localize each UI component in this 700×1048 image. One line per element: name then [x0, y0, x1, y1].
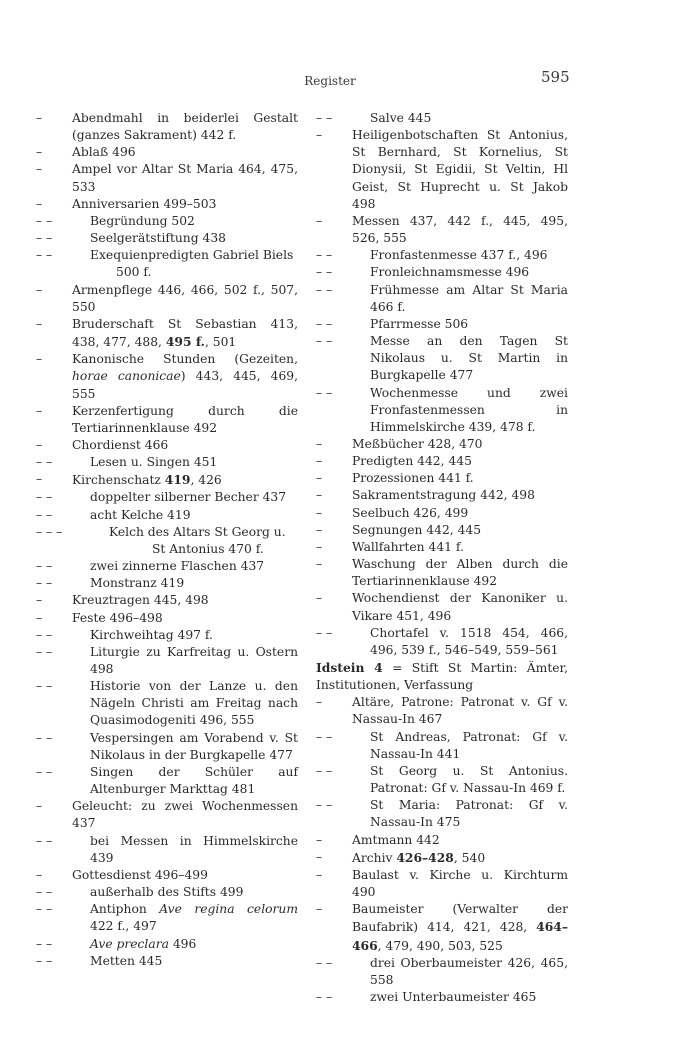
index-entry — [316, 247, 568, 264]
entry-text: Kerzenfertigung durch die Tertiarinnenklause 492 — [72, 403, 298, 435]
index-entry — [36, 144, 298, 161]
entry-text: Seelgerätstiftung 438 — [90, 231, 226, 246]
entry-continuation: St Antonius 470 f. — [152, 541, 264, 556]
entry-text: Pfarrmesse 506 — [370, 316, 469, 331]
index-entry — [36, 403, 298, 437]
index-entry — [36, 884, 298, 901]
entry-text: Begründung 502 — [90, 213, 195, 228]
index-entry — [316, 901, 568, 954]
index-entry — [36, 936, 298, 953]
entry-dash: – – — [316, 625, 333, 640]
entry-text: Salve 445 — [370, 111, 432, 125]
entry-text: Exequienpredigten Gabriel Biels — [90, 248, 294, 263]
entry-dash: – – — [36, 627, 53, 642]
entry-dash: – — [36, 162, 43, 177]
entry-text: Meßbücher 428, 470 — [352, 436, 483, 451]
entry-text: Seelbuch 426, 499 — [352, 505, 469, 520]
entry-text: Monstranz 419 — [90, 576, 185, 591]
index-entry — [316, 989, 568, 1006]
index-entry — [36, 489, 298, 506]
entry-text: Geleucht: zu zwei Wochenmessen 437 — [72, 799, 298, 831]
entry-text: , 540 — [453, 850, 486, 865]
entry-text: Waschung der Alben durch die Tertiarinnenklause 492 — [352, 557, 568, 589]
entry-text: Armenpflege 446, 466, 502 f., 507, 550 — [72, 282, 298, 314]
entry-text: ) 443, 445, 469, 555 — [72, 369, 298, 401]
entry-text: Heiligenbotschaften St Antonius, St Bernhard, St Kornelius, St Dionysii, St Egidii, St Veltin, Hl Geist, St Huprecht u. St Jakob 498 — [352, 128, 568, 211]
entry-dash: – — [36, 316, 43, 331]
entry-text: Fronleichnamsmesse 496 — [370, 265, 530, 280]
entry-dash: – – — [316, 729, 333, 744]
entry-dash: – – — [36, 953, 53, 968]
entry-text: Abendmahl in beiderlei Gestalt (ganzes Sakrament) 442 f. — [72, 111, 298, 143]
index-entry — [316, 316, 568, 333]
entry-dash: – — [36, 196, 43, 211]
index-entry — [36, 454, 298, 471]
entry-dash: – — [316, 454, 323, 469]
entry-text: Kreuztragen 445, 498 — [72, 593, 209, 608]
entry-text: Chordienst 466 — [72, 437, 169, 452]
entry-dash: – – – — [36, 524, 63, 539]
entry-dash: – – — [36, 231, 53, 246]
entry-dash: – – — [36, 455, 53, 470]
entry-text: = Stift St Martin: Ämter, Institutionen, Verfassung — [316, 661, 568, 693]
entry-dash: – – — [316, 763, 333, 778]
entry-text: Kirchweihtag 497 f. — [90, 627, 213, 642]
entry-text: St Andreas, Patronat: Gf v. Nassau-In 441 — [370, 729, 568, 761]
index-entry — [36, 196, 298, 213]
index-column-right — [316, 110, 568, 1006]
entry-text: Fronfastenmesse 437 f., 496 — [370, 248, 548, 263]
entry-text: Wallfahrten 441 f. — [352, 539, 464, 554]
index-entry — [316, 763, 568, 797]
entry-text: Gottesdienst 496–499 — [72, 867, 208, 882]
index-entry — [36, 316, 298, 351]
entry-text: Segnungen 442, 445 — [352, 522, 482, 537]
entry-text: Anniversarien 499–503 — [72, 196, 217, 211]
entry-dash: – – — [36, 764, 53, 779]
entry-dash: – – — [36, 936, 53, 951]
entry-text: Bruderschaft St Sebastian 413, 438, 477, 488, — [72, 316, 298, 350]
index-entry — [36, 507, 298, 524]
index-entry — [316, 955, 568, 989]
running-header: Register — [304, 74, 356, 88]
entry-dash: – – — [36, 248, 53, 263]
entry-dash: – — [36, 593, 43, 608]
entry-text: Liturgie zu Karfreitag u. Ostern 498 — [90, 644, 298, 676]
entry-text: Messe an den Tagen St Nikolaus u. St Martin in Burgkapelle 477 — [370, 334, 568, 383]
index-entry — [316, 127, 568, 213]
entry-dash: – — [316, 695, 323, 710]
entry-dash: – — [36, 145, 43, 160]
entry-continuation: 500 f. — [116, 265, 152, 280]
entry-dash: – — [36, 352, 43, 367]
entry-text: 496 — [168, 936, 197, 951]
entry-dash: – — [316, 902, 323, 917]
entry-dash: – — [316, 591, 323, 606]
entry-dash: – – — [36, 213, 53, 228]
entry-dash: – — [316, 557, 323, 572]
index-entry — [36, 230, 298, 247]
index-entry — [316, 539, 568, 556]
entry-text: Predigten 442, 445 — [352, 454, 472, 469]
index-entry — [316, 694, 568, 728]
entry-text: Historie von der Lanze u. den Nägeln Christi am Freitag nach Quasimodogeniti 496, 555 — [90, 679, 298, 728]
entry-dash: – — [36, 472, 43, 487]
entry-text: Amtmann 442 — [352, 832, 440, 847]
index-entry — [316, 385, 568, 436]
index-entry — [36, 798, 298, 832]
index-entry — [36, 524, 298, 558]
index-entry — [316, 659, 568, 694]
entry-text: Messen 437, 442 f., 445, 495, 526, 555 — [352, 213, 568, 246]
entry-dash: – – — [316, 989, 333, 1004]
entry-text: , 479, 490, 503, 525 — [377, 938, 503, 953]
entry-text: Wochendienst der Kanoniker u. Vikare 451, 496 — [352, 591, 568, 623]
entry-text: Baumeister (Verwalter der Baufabrik) 414, 421, 428, — [352, 902, 568, 935]
entry-dash: – – — [316, 265, 333, 280]
index-entry — [316, 264, 568, 281]
entry-dash: – — [316, 128, 323, 143]
index-entry — [316, 487, 568, 504]
entry-dash: – — [316, 539, 323, 554]
entry-text: 422 f., 497 — [90, 919, 157, 934]
index-entry — [36, 678, 298, 729]
entry-text: Vespersingen am Vorabend v. St Nikolaus in der Burgkapelle 477 — [90, 730, 298, 762]
entry-dash: – — [316, 867, 323, 882]
entry-text: doppelter silberner Becher 437 — [90, 490, 287, 505]
index-entry — [316, 729, 568, 763]
entry-text: Sakramentstragung 442, 498 — [352, 488, 535, 503]
entry-dash: – – — [36, 885, 53, 900]
index-entry — [316, 282, 568, 316]
index-entry — [316, 590, 568, 624]
entry-text: drei Oberbaumeister 426, 465, 558 — [370, 955, 568, 987]
entry-dash: – – — [36, 576, 53, 591]
entry-dash: – – — [36, 490, 53, 505]
entry-dash: – — [316, 471, 323, 486]
entry-dash: – – — [36, 507, 53, 522]
entry-text: St Georg u. St Antonius. Patronat: Gf v. Nassau-In 469 f. — [370, 763, 568, 796]
index-entry — [316, 625, 568, 659]
entry-italic-text: horae canonicae — [72, 369, 181, 384]
entry-text: Frühmesse am Altar St Maria 466 f. — [370, 282, 568, 314]
index-entry — [316, 867, 568, 901]
entry-text: , 501 — [204, 335, 237, 350]
index-entry — [36, 627, 298, 644]
entry-dash: – — [316, 849, 323, 864]
index-entry — [36, 437, 298, 454]
entry-dash: – – — [316, 248, 333, 263]
index-entry — [316, 832, 568, 849]
entry-text: Metten 445 — [90, 953, 163, 968]
entry-text: zwei Unterbaumeister 465 — [370, 989, 537, 1004]
entry-dash: – – — [316, 798, 333, 813]
entry-dash: – – — [36, 559, 53, 574]
index-column-left — [36, 110, 298, 970]
entry-text: St Maria: Patronat: Gf v. Nassau-In 475 — [370, 798, 568, 830]
entry-dash: – – — [36, 644, 53, 659]
entry-dash: – – — [36, 833, 53, 848]
entry-main-reference: 495 f. — [165, 334, 205, 350]
entry-dash: – — [36, 610, 43, 625]
entry-dash: – – — [316, 334, 333, 349]
entry-dash: – — [316, 213, 323, 228]
entry-dash: – — [36, 867, 43, 882]
index-entry — [36, 575, 298, 592]
entry-dash: – — [36, 403, 43, 418]
entry-text: Kirchenschatz — [72, 473, 165, 488]
entry-text: Kanonische Stunden (Gezeiten, — [72, 352, 298, 367]
index-entry — [36, 110, 298, 144]
index-entry — [316, 436, 568, 453]
entry-text: Wochenmesse und zwei Fronfastenmessen in Himmelskirche 439, 478 f. — [370, 385, 568, 434]
entry-text: acht Kelche 419 — [90, 507, 191, 522]
entry-dash: – – — [316, 955, 333, 970]
index-entry — [36, 213, 298, 230]
entry-text: außerhalb des Stifts 499 — [90, 885, 244, 900]
entry-main-reference: Idstein 4 — [316, 660, 383, 675]
entry-italic-text: Ave regina celorum — [159, 902, 298, 917]
entry-italic-text: Ave preclara — [90, 936, 169, 951]
index-entry — [36, 610, 298, 627]
index-entry — [316, 213, 568, 247]
index-entry — [36, 730, 298, 764]
index-entry — [36, 644, 298, 678]
entry-text: Antiphon — [90, 902, 160, 917]
entry-dash: – – — [36, 679, 53, 694]
index-entry — [36, 867, 298, 884]
entry-dash: – — [316, 488, 323, 503]
entry-text: Archiv — [352, 850, 397, 865]
entry-text: Chortafel v. 1518 454, 466, 496, 539 f., 546–549, 559–561 — [370, 625, 568, 657]
index-entry — [316, 849, 568, 867]
entry-dash: – — [316, 832, 323, 847]
entry-dash: – – — [36, 902, 53, 917]
entry-text: Ampel vor Altar St Maria 464, 475, 533 — [72, 162, 298, 194]
entry-dash: – – — [316, 282, 333, 297]
entry-text: Prozessionen 441 f. — [352, 471, 474, 486]
index-entry — [316, 505, 568, 522]
entry-text: Baulast v. Kirche u. Kirchturm 490 — [352, 867, 568, 900]
index-entry — [36, 247, 298, 281]
index-entry — [36, 764, 298, 798]
entry-dash: – — [36, 799, 43, 814]
index-entry — [36, 161, 298, 195]
index-entry — [316, 556, 568, 590]
page-number: 595 — [541, 68, 570, 86]
entry-dash: – — [316, 505, 323, 520]
index-entry — [316, 797, 568, 831]
entry-text: Altäre, Patrone: Patronat v. Gf v. Nassau-In 467 — [352, 695, 568, 727]
entry-main-reference: 426–428 — [396, 849, 454, 865]
entry-text: bei Messen in Himmelskirche 439 — [90, 833, 298, 865]
index-entry — [36, 351, 298, 402]
entry-text: Feste 496–498 — [72, 610, 163, 625]
index-entry — [316, 470, 568, 487]
index-entry — [316, 453, 568, 470]
index-entry — [36, 282, 298, 316]
index-entry — [316, 110, 568, 127]
entry-dash: – — [36, 437, 43, 452]
index-entry — [36, 901, 298, 935]
entry-dash: – — [36, 282, 43, 297]
entry-text: , 426 — [190, 473, 222, 488]
entry-dash: – – — [316, 385, 333, 400]
index-entry — [36, 558, 298, 575]
entry-dash: – — [36, 111, 43, 125]
entry-main-reference: 464–466 — [352, 919, 568, 953]
index-entry — [36, 592, 298, 609]
entry-dash: – — [316, 436, 323, 451]
index-entry — [36, 833, 298, 867]
entry-dash: – — [316, 522, 323, 537]
entry-dash: – – — [316, 316, 333, 331]
entry-dash: – – — [316, 111, 333, 125]
entry-text: Singen der Schüler auf Altenburger Markttag 481 — [90, 764, 298, 797]
index-entry — [36, 953, 298, 970]
index-entry — [316, 522, 568, 539]
index-entry — [316, 333, 568, 384]
entry-main-reference: 419 — [164, 472, 191, 488]
entry-dash: – – — [36, 730, 53, 745]
entry-text: Kelch des Altars St Georg u. — [109, 524, 286, 539]
entry-text: Lesen u. Singen 451 — [90, 455, 218, 470]
entry-text: Ablaß 496 — [72, 145, 136, 160]
entry-text: zwei zinnerne Flaschen 437 — [90, 559, 265, 574]
index-entry — [36, 471, 298, 489]
